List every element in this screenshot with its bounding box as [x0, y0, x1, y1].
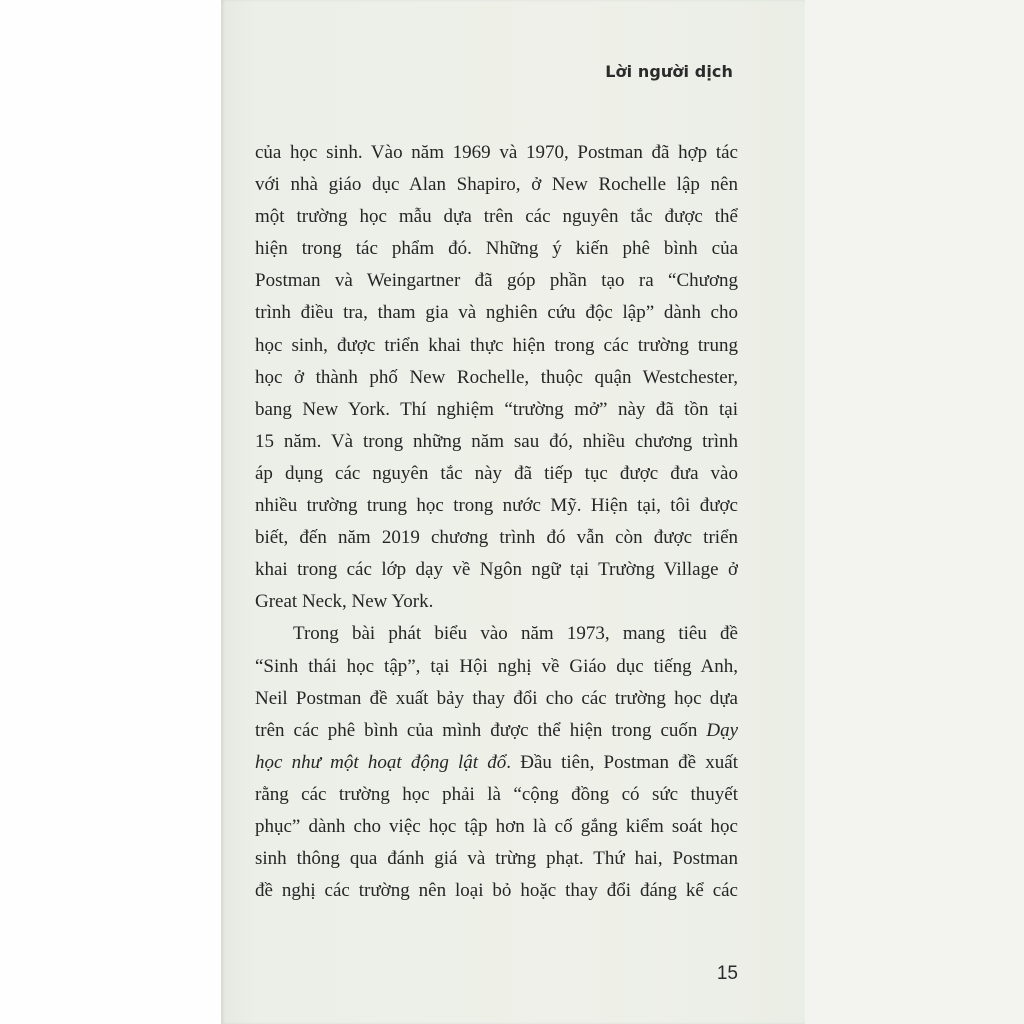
scan-left-margin — [0, 0, 221, 1024]
text-line: 15 năm. Và trong những năm sau đó, nhiều chương trình — [255, 430, 738, 452]
text-line: rằng các trường học phải là “cộng đồng có sức thuyết — [255, 783, 738, 805]
text-line: của học sinh. Vào năm 1969 và 1970, Postman đã hợp tác — [255, 142, 738, 163]
text-line: “Sinh thái học tập”, tại Hội nghị về Giáo dục tiếng Anh, — [255, 655, 738, 677]
text-segment: . Đầu tiên, Postman đề xuất — [506, 751, 738, 773]
text-line: một trường học mẫu dựa trên các nguyên tắc được thể — [255, 206, 738, 228]
text-line: Postman và Weingartner đã góp phần tạo ra “Chương — [255, 270, 738, 292]
text-line: nhiều trường trung học trong nước Mỹ. Hiện tại, tôi được — [255, 495, 738, 517]
page-number: 15 — [716, 963, 738, 984]
text-line: phục” dành cho việc học tập hơn là cố gắng kiểm soát học — [255, 815, 738, 837]
text-line: sinh thông qua đánh giá và trừng phạt. Thứ hai, Postman — [255, 848, 738, 870]
text-line: biết, đến năm 2019 chương trình đó vẫn còn được triển — [255, 527, 738, 549]
text-line: bang New York. Thí nghiệm “trường mở” này đã tồn tại — [255, 398, 738, 420]
text-segment: trên các phê bình của mình được thể hiện trong cuốn — [255, 719, 707, 741]
text-line: Neil Postman đề xuất bảy thay đổi cho các trường học dựa — [255, 687, 738, 709]
book-title-italic: học như một hoạt động lật đổ — [255, 751, 507, 773]
body-text — [255, 137, 738, 907]
book-title-italic: Dạy — [706, 719, 738, 741]
text-line — [255, 715, 738, 747]
text-line: với nhà giáo dục Alan Shapiro, ở New Rochelle lập nên — [255, 174, 738, 196]
running-head-title: Lời người dịch — [605, 62, 733, 81]
text-line: học ở thành phố New Rochelle, thuộc quận Westchester, — [255, 366, 738, 388]
scan-right-margin — [805, 0, 1024, 1024]
text-line: khai trong các lớp dạy về Ngôn ngữ tại Trường Village ở — [255, 559, 738, 581]
text-line: Great Neck, New York. — [255, 591, 434, 613]
text-line: trình điều tra, tham gia và nghiên cứu độc lập” dành cho — [255, 302, 738, 324]
text-line: học sinh, được triển khai thực hiện trong các trường trung — [255, 334, 738, 356]
text-line: Trong bài phát biểu vào năm 1973, mang tiêu đề — [293, 623, 738, 645]
text-line: đề nghị các trường nên loại bỏ hoặc thay đổi đáng kể các — [255, 880, 738, 902]
text-line: hiện trong tác phẩm đó. Những ý kiến phê bình của — [255, 238, 738, 260]
text-line: áp dụng các nguyên tắc này đã tiếp tục được đưa vào — [255, 462, 738, 484]
text-line — [255, 747, 738, 779]
